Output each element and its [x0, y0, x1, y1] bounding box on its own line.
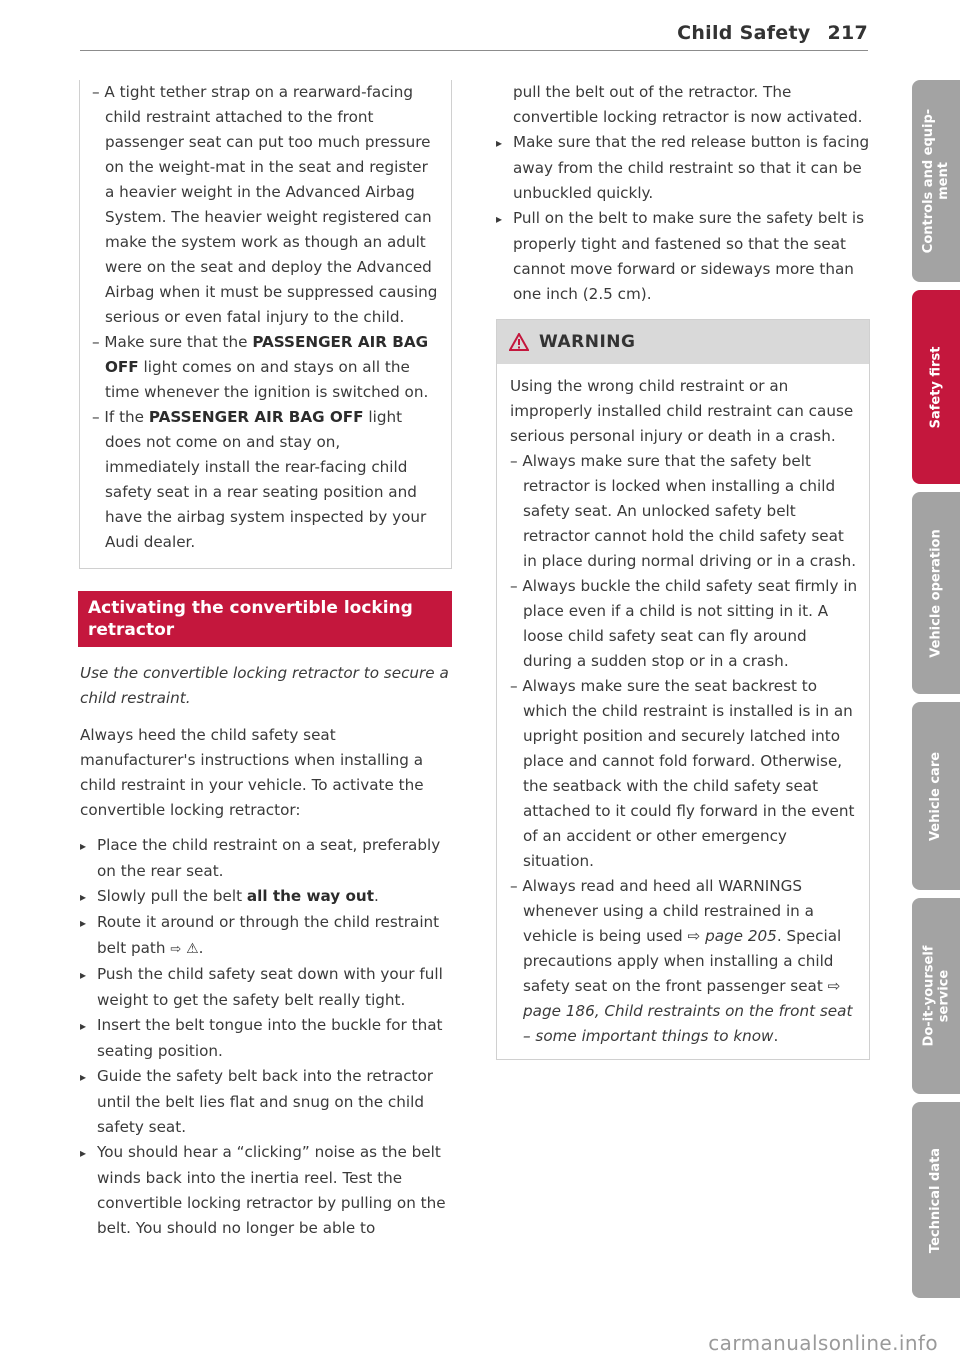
section-intro: Use the convertible locking retractor to secure a child restraint. [80, 664, 449, 707]
warning-triangle-icon [509, 333, 529, 351]
warning-item: – Always make sure that the safety belt retractor is locked when installing a child safety seat. An unlocked safety belt retractor cannot hold the child safety seat in place during normal driving or in a crash. [510, 452, 857, 570]
warning-item: – Always make sure the seat backrest to which the child restraint is installed is in an upright position and securely latched into place and cannot fold forward. Otherwise, the seatback with the child safety seat attached to it could fly forward in the event of an accident or other emergency situation. [510, 677, 855, 870]
warning-body [497, 364, 869, 1059]
steps-list [80, 833, 452, 1241]
warning-item: – If the PASSENGER AIR BAG OFF light does not come on and stay on, immediately install the rear-facing child safety seat in a rear seating position and have the airbag system inspected by your Audi dealer. [92, 408, 427, 551]
tab-vehicle-operation[interactable]: Vehicle operation [912, 492, 960, 694]
warning-intro: Using the wrong child restraint or an improperly installed child restraint can cause serious personal injury or death in a crash. [510, 377, 854, 445]
step-item: ▸ Place the child restraint on a seat, preferably on the rear seat. [80, 833, 452, 884]
page-reference-link[interactable]: ⇨ page 205 [687, 927, 777, 945]
reference-arrow-icon[interactable]: ⇨ [170, 942, 182, 957]
page-reference-link[interactable]: ⇨ page 186, Child restraints on the front seat – some important things to know [523, 977, 853, 1045]
section-paragraph: Always heed the child safety seat manufacturer's instructions when installing a child restraint in your vehicle. To activate the convertible locking retractor: [80, 726, 424, 819]
left-column [80, 80, 452, 1241]
tab-technical-data[interactable]: Technical data [912, 1102, 960, 1298]
tab-do-it-yourself-service[interactable]: Do-it-yourself service [912, 898, 960, 1094]
continued-warning-box [79, 80, 452, 569]
right-column [496, 80, 870, 1060]
warning-box [496, 319, 870, 1060]
tab-controls-and-equipment[interactable]: Controls and equip- ment [912, 80, 960, 282]
header-rule [80, 50, 868, 51]
page-number: 217 [827, 22, 868, 44]
warning-item: – Always buckle the child safety seat firmly in place even if a child is not sitting in it. A loose child safety seat can fly around during a sudden stop or in a crash. [510, 577, 858, 670]
step-item: ▸ Guide the safety belt back into the retractor until the belt lies flat and snug on the child safety seat. [80, 1064, 452, 1140]
step-item: ▸ Route it around or through the child restraint belt path ⇨ ⚠. [80, 910, 452, 962]
step-item: ▸ Slowly pull the belt all the way out. [80, 884, 452, 910]
warning-header [497, 320, 869, 364]
header-section-title: Child Safety [677, 22, 811, 44]
section-heading: Activating the convertible locking retractor [78, 591, 452, 647]
step-item: ▸ Insert the belt tongue into the buckle for that seating position. [80, 1013, 452, 1064]
warning-item: – A tight tether strap on a rearward-facing child restraint attached to the front passenger seat can put too much pressure on the weight-mat in the seat and register a heavier weight in the Advanced Airbag System. The heavier weight registered can make the system work as though an adult were on the seat and deploy the Advanced Airbag when it must be suppressed causing serious or even fatal injury to the child. [92, 83, 438, 326]
warning-title: WARNING [539, 331, 636, 352]
tab-vehicle-care[interactable]: Vehicle care [912, 702, 960, 890]
tab-safety-first[interactable]: Safety first [912, 290, 960, 484]
step-item: ▸ Make sure that the red release button is facing away from the child restraint so that it can be unbuckled quickly. [496, 130, 870, 206]
page-header [667, 22, 868, 44]
warning-item: – Make sure that the PASSENGER AIR BAG OFF light comes on and stays on all the time whenever the ignition is switched on. [92, 333, 429, 401]
step-item: ▸ Push the child safety seat down with your full weight to get the safety belt really tight. [80, 962, 452, 1013]
watermark: carmanualsonline.info [708, 1331, 938, 1355]
step-item: ▸ You should hear a “clicking” noise as the belt winds back into the inertia reel. Test the convertible locking retractor by pulling on the belt. You should no longer be able to [80, 1140, 452, 1241]
step-continued: pull the belt out of the retractor. The convertible locking retractor is now activated. [513, 83, 863, 126]
step-item: ▸ Pull on the belt to make sure the safety belt is properly tight and fastened so that the seat cannot move forward or sideways more than one inch (2.5 cm). [496, 206, 870, 307]
warning-item: – Always read and heed all WARNINGS whenever using a child restrained in a vehicle is being used ⇨ page 205. Special precautions apply when installing a child safety seat on the front passenger seat ⇨ page 186, Child restraints on the front seat – some important things to know. [510, 877, 853, 1045]
warning-triangle-icon: ⚠ [186, 941, 199, 957]
